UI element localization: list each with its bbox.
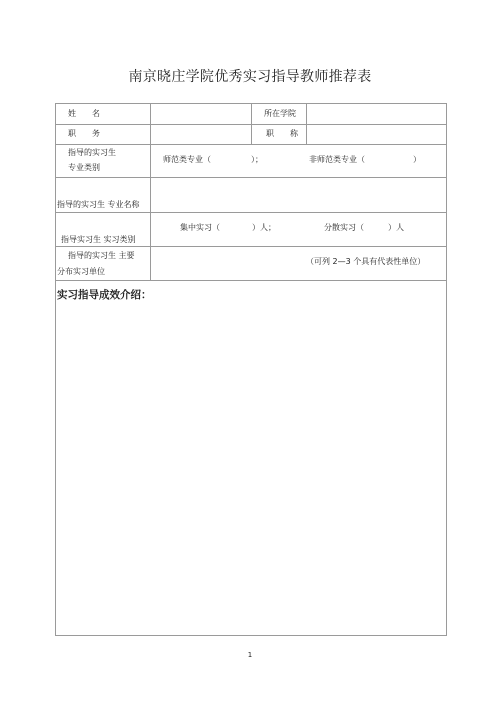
- dispersed-count-field[interactable]: 分散实习（ ）人: [324, 223, 404, 232]
- form-title: 南京晓庄学院优秀实习指导教师推荐表: [128, 69, 372, 85]
- intro-textarea[interactable]: [58, 304, 444, 632]
- non-normal-major-field[interactable]: 非师范类专业（ ）: [309, 155, 421, 164]
- major-name-field[interactable]: [152, 180, 444, 210]
- normal-major-field[interactable]: 师范类专业（ ）；: [163, 155, 263, 164]
- major-category-label-2: 专业类别: [68, 163, 100, 172]
- page-number: 1: [247, 651, 253, 659]
- column-divider: [306, 104, 307, 144]
- units-note: （可列 2—3 个具有代表性单位）: [306, 257, 426, 266]
- centralized-count-field[interactable]: 集中实习（ ）人；: [180, 223, 276, 232]
- position-field[interactable]: [152, 126, 249, 142]
- row-divider: [56, 144, 446, 145]
- units-label: 指导的实习生 主要: [68, 251, 135, 260]
- recommendation-form-table: [55, 103, 447, 636]
- column-divider: [251, 104, 252, 144]
- units-label-2: 分布实习单位: [57, 267, 105, 276]
- row-divider: [56, 212, 446, 213]
- college-label: 所在学院: [264, 109, 296, 118]
- rank-field[interactable]: [308, 126, 444, 142]
- name-label: 姓 名: [68, 109, 100, 118]
- college-field[interactable]: [308, 106, 444, 122]
- row-divider: [56, 280, 446, 281]
- major-category-label: 指导的实习生: [68, 148, 116, 157]
- column-divider: [150, 104, 151, 280]
- row-divider: [56, 246, 446, 247]
- rank-label: 职 称: [266, 129, 298, 138]
- intro-label: 实习指导成效介绍：: [57, 289, 152, 301]
- internship-type-label: 指导实习生 实习类别: [61, 235, 136, 244]
- position-label: 职 务: [68, 129, 100, 138]
- row-divider: [56, 177, 446, 178]
- name-field[interactable]: [152, 106, 249, 122]
- major-name-label: 指导的实习生 专业名称: [57, 200, 140, 209]
